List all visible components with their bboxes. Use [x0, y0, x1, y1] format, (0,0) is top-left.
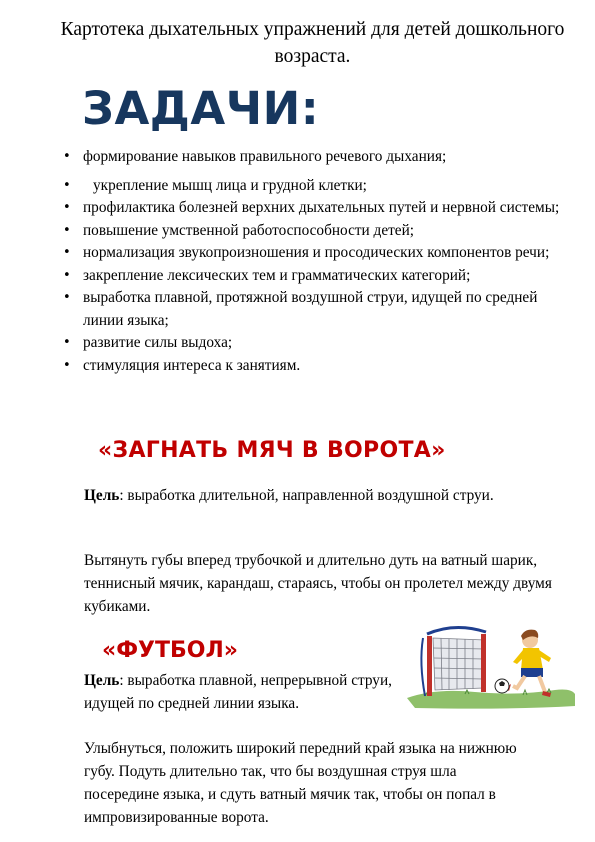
tasks-heading: ЗАДАЧИ:: [82, 82, 320, 135]
goal-text: : выработка длительной, направленной воздушной струи.: [119, 487, 494, 504]
boy-kicking-ball-into-goal-icon: [405, 618, 577, 712]
task-item: • выработка плавной, протяжной воздушной струи, идущей по средней линии языка;: [62, 287, 562, 332]
task-item: • нормализация звукопроизношения и просодических компонентов речи;: [62, 242, 562, 265]
game-description: Вытянуть губы вперед трубочкой и длительно дуть на ватный шарик, теннисный мячик, карандаш, стараясь, чтобы он пролетел между двумя кубиками.: [84, 552, 552, 615]
game-goal: [84, 484, 524, 507]
goal-label: Цель: [84, 487, 120, 504]
goal-label: Цель: [84, 672, 120, 689]
task-item: • профилактика болезней верхних дыхательных путей и нервной системы;: [62, 197, 562, 220]
document-title: Картотека дыхательных упражнений для детей дошкольного возраста.: [60, 19, 565, 67]
goal-text: : выработка плавной, непрерывной струи, идущей по средней линии языка.: [84, 672, 392, 712]
tasks-list: [62, 146, 562, 377]
task-item: • закрепление лексических тем и грамматических категорий;: [62, 265, 562, 288]
game-title-goal: «ЗАГНАТЬ МЯЧ В ВОРОТА»: [98, 438, 446, 463]
task-item: • повышение умственной работоспособности детей;: [62, 220, 562, 243]
game-description: Улыбнуться, положить широкий передний край языка на нижнюю губу. Подуть длительно так, что бы воздушная струя шла посередине языка, и сдуть ватный мячик так, чтобы он попал в импровизированные ворота.: [84, 740, 517, 826]
task-item: • развитие силы выдоха;: [62, 332, 562, 355]
game-goal: [84, 669, 394, 715]
task-item: • укрепление мышц лица и грудной клетки;: [62, 175, 562, 198]
task-item: • формирование навыков правильного речевого дыхания;: [62, 146, 562, 169]
game-title-football: «ФУТБОЛ»: [102, 638, 238, 663]
task-item: • стимуляция интереса к занятиям.: [62, 355, 562, 378]
